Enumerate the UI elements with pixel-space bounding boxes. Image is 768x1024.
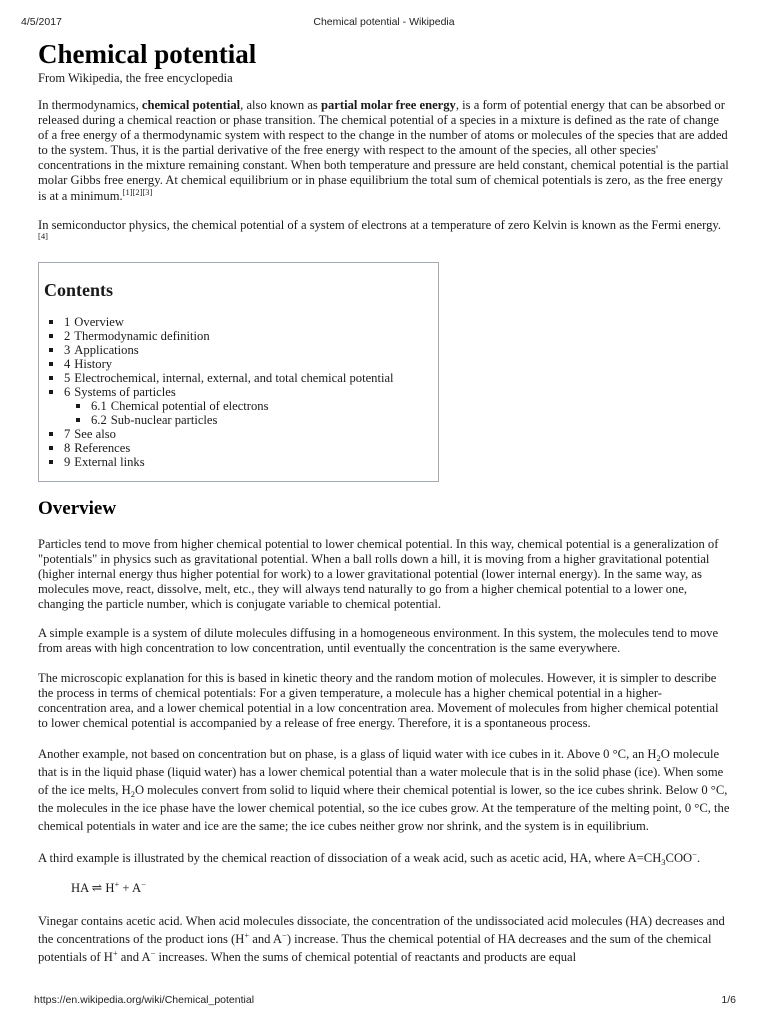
overview-paragraph-1: Particles tend to move from higher chemical potential to lower chemical potential. In this way, chemical potential is a generalization of "potentials" in physics such as gravitational potential. When a ball rolls down a hill, it is moving from a higher gravitational potential (higher internal energy thus higher potential for work) to a lower gravitational potential (lower internal energy). In the same way, as molecules move, react, dissolve, melt, etc., they will always tend naturally to go from a higher chemical potential to a lower one, changing the particle number, which is conjugate variable to chemical potential.: [38, 536, 719, 612]
reference-link-1-2-3[interactable]: [1][2][3]: [122, 186, 153, 197]
term-partial-molar-free-energy: partial molar free energy: [320, 98, 456, 112]
print-header: [0, 16, 768, 30]
dissociation-equation: HA ⇌ H+ + A−: [71, 878, 146, 895]
lead-paragraph-2: In semiconductor physics, the chemical potential of a system of electrons at a temperature of zero Kelvin is known as the Fermi energy.[4]: [38, 217, 721, 241]
toc-title: Contents: [44, 279, 114, 300]
print-page-title: Chemical potential - Wikipedia: [313, 16, 455, 28]
article: [38, 38, 730, 980]
toc-item-systems-of-particles[interactable]: 6 Systems of particles 6.1 Chemical potential of electrons 6.2 Sub-nuclear particles: [64, 385, 434, 427]
toc-item-overview[interactable]: 1 Overview: [64, 315, 434, 329]
overview-paragraph-4: Another example, not based on concentration but on phase, is a glass of liquid water with ice cubes in it. Above 0 °C, an $H_2O$ molecule that is in the liquid phase (liquid water) has a lower chemical potential than a water molecule that is in the solid phase (ice). When some of the ice melts, $H_2O$ molecules convert from solid to liquid where their chemical potential is lower, so the ice cubes shrink. Below 0 °C, the molecules in the ice phase have the lower chemical potential, so the ice cubes grow. At the temperature of the melting point, 0 °C, the chemical potentials in water and ice are the same; the ice cubes neither grow nor shrink, and the system is in equilibrium.: [38, 746, 730, 833]
toc-item-sub-nuclear-particles[interactable]: 6.2 Sub-nuclear particles: [91, 413, 434, 427]
toc-item-see-also[interactable]: 7 See also: [64, 427, 434, 441]
table-of-contents: [38, 262, 439, 482]
bullet-icon: [49, 348, 53, 352]
toc-item-electrochemical-potential[interactable]: 5 Electrochemical, internal, external, and total chemical potential: [64, 371, 434, 385]
reference-link-4[interactable]: [4]: [38, 230, 48, 241]
print-date: 4/5/2017: [21, 16, 62, 28]
print-url: https://en.wikipedia.org/wiki/Chemical_potential: [34, 994, 255, 1006]
overview-paragraph-6: Vinegar contains acetic acid. When acid molecules dissociate, the concentration of the undissociated acid molecules (HA) decreases and the concentrations of the product ions (H+ and A−) increase. Thus the chemical potential of HA decreases and the sum of the chemical potentials of H+ and A− increases. When the sums of chemical potential of reactants and products are equal: [38, 913, 725, 964]
overview-paragraph-3: The microscopic explanation for this is based in kinetic theory and the random motion of molecules. However, it is simpler to describe the process in terms of chemical potentials: For a given temperature, a molecule has a higher chemical potential in a higher-concentration area, and a lower chemical potential in a low concentration area. Movement of molecules from higher chemical potential to lower chemical potential is accompanied by a release of free energy. Therefore, it is a spontaneous process.: [38, 670, 719, 730]
bullet-icon: [49, 376, 53, 380]
toc-item-external-links[interactable]: 9 External links: [64, 455, 434, 469]
bullet-icon: [49, 460, 53, 464]
toc-sublist: [64, 399, 434, 427]
toc-item-chemical-potential-of-electrons[interactable]: 6.1 Chemical potential of electrons: [91, 399, 434, 413]
page-title: Chemical potential: [38, 39, 257, 69]
bullet-icon: [49, 446, 53, 450]
print-page-number: 1/6: [721, 994, 736, 1006]
toc-list: [44, 315, 434, 469]
overview-paragraph-5: A third example is illustrated by the chemical reaction of dissociation of a weak acid, such as acetic acid, HA, where $A=CH_3COO^-$.: [38, 848, 701, 867]
bullet-icon: [49, 362, 53, 366]
term-chemical-potential: chemical potential: [141, 98, 241, 112]
print-footer: [0, 994, 768, 1008]
toc-item-thermodynamic-definition[interactable]: 2 Thermodynamic definition: [64, 329, 434, 343]
toc-item-history[interactable]: 4 History: [64, 357, 434, 371]
toc-item-applications[interactable]: 3 Applications: [64, 343, 434, 357]
bullet-icon: [49, 334, 53, 338]
bullet-icon: [76, 418, 80, 422]
overview-paragraph-2: A simple example is a system of dilute molecules diffusing in a homogeneous environment. In this system, the molecules tend to move from areas with high concentration to low concentration, until eventually the concentration is the same everywhere.: [38, 626, 719, 656]
section-heading-overview: Overview: [38, 497, 117, 519]
bullet-icon: [49, 432, 53, 436]
toc-item-references[interactable]: 8 References: [64, 441, 434, 455]
bullet-icon: [76, 404, 80, 408]
lead-paragraph-1: In thermodynamics, chemical potential, also known as partial molar free energy, is a form of potential energy that can be absorbed or released during a chemical reaction or phase transition. The chemical potential of a species in a mixture is defined as the rate of change of a free energy of a thermodynamic system with respect to the change in the number of atoms or molecules of the species that are added to the system. Thus, it is the partial derivative of the free energy with respect to the amount of the species, all other species' concentrations in the mixture remaining constant. When both temperature and pressure are held constant, chemical potential is the partial molar Gibbs free energy. At chemical equilibrium or in phase equilibrium the total sum of chemical potentials is zero, as the free energy is at a minimum.[1][2][3]: [38, 98, 729, 203]
bullet-icon: [49, 320, 53, 324]
tagline: From Wikipedia, the free encyclopedia: [38, 71, 233, 85]
bullet-icon: [49, 390, 53, 394]
